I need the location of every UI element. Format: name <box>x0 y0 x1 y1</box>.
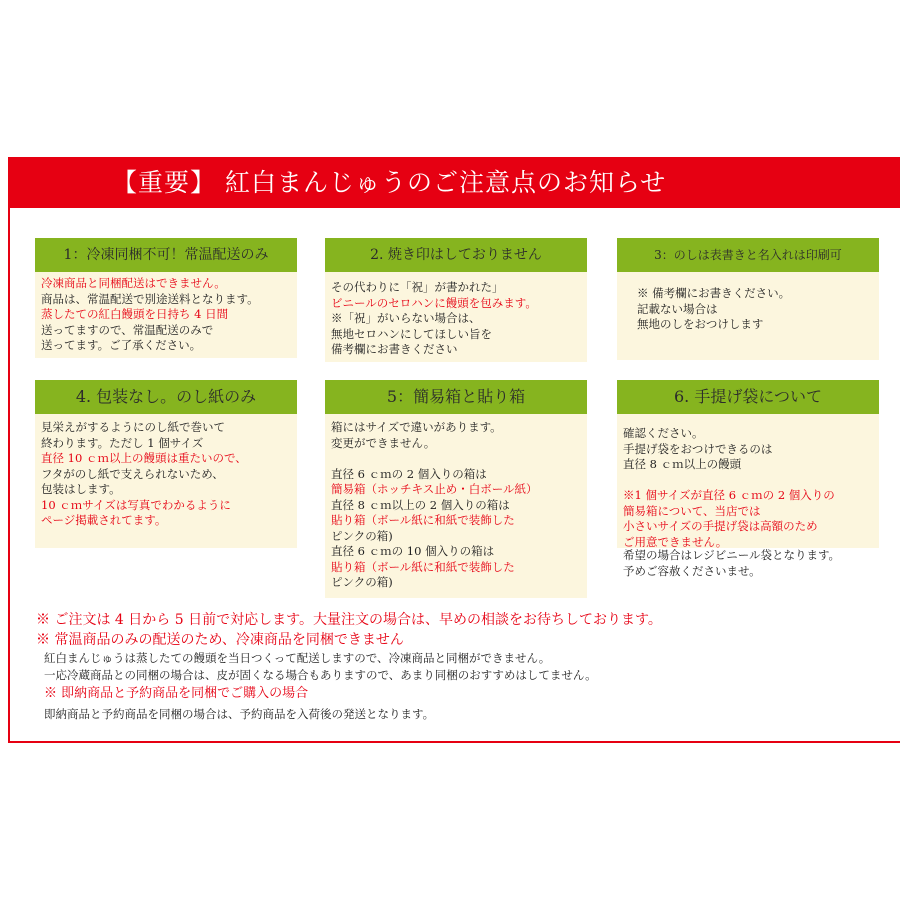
box-body <box>617 414 879 548</box>
box-line: ページ掲載されてます。 <box>41 513 167 527</box>
box-line: 簡易箱（ホッチキス止め・白ボール紙） <box>331 482 538 496</box>
page-title: 【重要】 紅白まんじゅうのご注意点のお知らせ <box>8 157 900 208</box>
preorder-line: 即納商品と予約商品を同梱の場合は、予約商品を入荷後の発送となります。 <box>44 707 435 721</box>
notice-box-noshi <box>617 238 879 360</box>
box-line: 変更ができません。 <box>331 435 436 450</box>
box-line: 直径 6 ｃｍの 10 個入りの箱は <box>331 544 495 558</box>
box-footer <box>617 548 879 579</box>
box-line: 冷凍商品と同梱配送はできません。 <box>41 276 226 290</box>
box-line: 小さいサイズの手提げ袋は高額のため <box>623 519 818 533</box>
box-line: 直径 8 ｃｍ以上の 2 個入りの箱は <box>331 497 510 512</box>
box-title: 5：簡易箱と貼り箱 <box>325 380 587 414</box>
box-title: 1：冷凍同梱不可！常温配送のみ <box>35 238 297 272</box>
box-line: 記載ない場合は <box>637 301 718 316</box>
box-line: 直径 6 ｃｍの 2 個入りの箱は <box>331 466 487 481</box>
frozen-heading: ※ 常温商品のみの配送のため、冷凍商品を同梱できません <box>36 632 404 648</box>
notice-box-boxes <box>325 380 587 598</box>
box-line: 貼り箱（ボール紙に和紙で装飾した <box>331 513 515 527</box>
box-line: その代わりに「祝」が書かれた」 <box>331 280 504 294</box>
box-line: 貼り箱（ボール紙に和紙で装飾した <box>331 559 515 574</box>
notice-box-wrapping <box>35 380 297 548</box>
footer-notes <box>36 610 896 723</box>
order-lead-note: ※ ご注文は 4 日から 5 日前で対応します。大量注文の場合は、早めの相談をお待ちしております。 <box>36 612 662 628</box>
box-line: ※1 個サイズが直径 6 ｃｍの 2 個入りの <box>623 488 835 502</box>
frozen-line: 一応冷蔵商品との同梱の場合は、皮が固くなる場合もありますので、あまり同梱のおすすめはしてません。 <box>44 668 597 682</box>
box-title: 3：のしは表書きと名入れは印刷可 <box>617 238 879 272</box>
frozen-line: 紅白まんじゅうは蒸したての饅頭を当日つくって配送しますので、冷凍商品と同梱ができません。 <box>44 651 551 665</box>
box-line: ※「祝」がいらない場合は、 <box>331 311 481 325</box>
notice-box-frozen <box>35 238 297 358</box>
box-line: ご用意できません。 <box>623 534 728 548</box>
box-line: 蒸したての紅白饅頭を日持ち 4 日間 <box>41 307 229 321</box>
box-line: ※ 備考欄にお書きください。 <box>637 286 791 300</box>
notice-box-bags <box>617 380 879 579</box>
box-title: 4. 包装なし。のし紙のみ <box>35 380 297 414</box>
box-line: 希望の場合はレジビニール袋となります。 <box>623 548 841 562</box>
box-line: 包装はします。 <box>41 482 121 496</box>
box-title: 6. 手提げ袋について <box>617 380 879 414</box>
box-line: 送ってます。ご了承ください。 <box>41 338 202 352</box>
box-line: フタがのし紙で支えられないため、 <box>41 466 224 481</box>
preorder-heading: ※ 即納商品と予約商品を同梱でご購入の場合 <box>44 686 309 701</box>
box-line: 直径 10 ｃｍ以上の饅頭は重たいので、 <box>41 451 247 465</box>
box-line: ピンクの箱) <box>331 528 393 543</box>
box-line: 送ってますので、常温配送のみで <box>41 322 214 337</box>
box-line: ピンクの箱) <box>331 575 393 589</box>
box-body <box>617 272 879 360</box>
box-line: 確認ください。 <box>623 426 704 440</box>
box-line: 直径 8 ｃｍ以上の饅頭 <box>623 457 742 471</box>
box-line <box>623 473 873 489</box>
box-line: 簡易箱について、当店では <box>623 503 761 518</box>
box-line: 終わります。ただし 1 個サイズ <box>41 435 204 450</box>
box-line: 10 ｃｍサイズは写真でわかるように <box>41 497 231 512</box>
box-line: 箱にはサイズで違いがあります。 <box>331 420 502 434</box>
box-line: 見栄えがするようにのし紙で巻いて <box>41 420 225 434</box>
box-body <box>325 414 587 598</box>
box-body <box>35 272 297 358</box>
box-line: 手提げ袋をおつけできるのは <box>623 441 773 456</box>
box-line <box>331 451 581 467</box>
box-body <box>325 272 587 362</box>
box-line: 無地のしをおつけします <box>637 317 764 331</box>
box-line: ビニールのセロハンに饅頭を包みます。 <box>331 295 537 310</box>
box-line: 商品は、常温配送で別途送料となります。 <box>41 291 259 306</box>
box-body <box>35 414 297 548</box>
box-line: 無地セロハンにしてほしい旨を <box>331 326 492 341</box>
box-line: 備考欄にお書きください <box>331 342 458 356</box>
notice-box-branding <box>325 238 587 362</box>
box-title: 2. 焼き印はしておりません <box>325 238 587 272</box>
box-line: 予めご容赦くださいませ。 <box>623 563 761 578</box>
